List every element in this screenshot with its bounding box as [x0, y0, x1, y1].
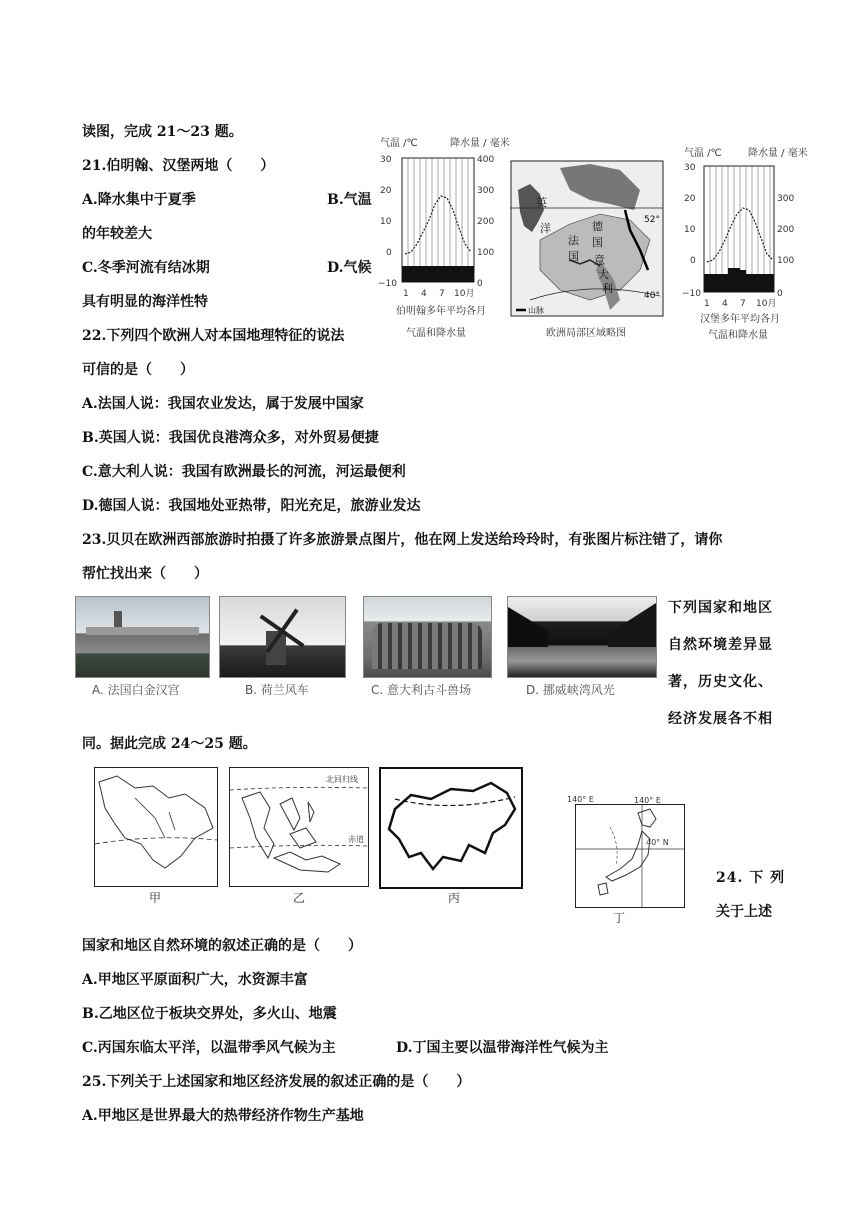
- intro-21-23: 读图，完成 21～23 题。: [82, 124, 243, 140]
- month-tick: 10月: [756, 299, 777, 309]
- chart-caption: 伯明翰多年平均各月: [396, 306, 486, 317]
- q21-option-d-part2: 具有明显的海洋性特: [82, 294, 208, 310]
- month-tick: 1: [704, 299, 710, 309]
- temp-tick: −10: [378, 279, 397, 289]
- photo-norway-fjord: [507, 596, 657, 678]
- temp-tick: −10: [682, 289, 701, 299]
- temp-tick: 10: [380, 217, 392, 227]
- map-jia: [94, 767, 218, 887]
- precip-tick: 400: [477, 155, 495, 165]
- q23-stem-part2: 帮忙找出来（ ）: [82, 566, 208, 582]
- latitude-label: 52°: [644, 215, 660, 225]
- precip-tick: 100: [477, 248, 495, 258]
- tropic-label: 北回归线: [326, 775, 358, 784]
- chart-caption: 气温和降水量: [708, 330, 768, 341]
- photo-caption-c: C. 意大利古斗兽场: [371, 683, 472, 697]
- q22-option-c: C.意大利人说：我国有欧洲最长的河流，河运最便利: [82, 464, 406, 480]
- q25-option-a: A.甲地区是世界最大的热带经济作物生产基地: [82, 1108, 364, 1124]
- precip-tick: 200: [777, 225, 795, 235]
- chart-caption: 汉堡多年平均各月: [700, 314, 780, 325]
- temp-axis-label: 气温 /℃: [380, 138, 418, 149]
- q21-option-d-part1: D.气候: [327, 260, 372, 276]
- map-ding: [575, 796, 685, 908]
- map-yi: [229, 767, 369, 887]
- q21-option-b-part2: 的年较差大: [82, 226, 152, 242]
- precip-bars: [402, 266, 474, 282]
- temp-tick: 20: [380, 186, 392, 196]
- photo-caption-a: A. 法国白金汉宫: [92, 683, 180, 697]
- month-tick: 1: [403, 289, 409, 299]
- q25-stem: 25.下列关于上述国家和地区经济发展的叙述正确的是（ ）: [82, 1074, 471, 1090]
- equator-label: 赤道: [348, 835, 364, 844]
- month-tick: 7: [740, 299, 746, 309]
- temp-tick: 0: [386, 248, 392, 258]
- map-caption: 欧洲局部区域略图: [546, 328, 626, 339]
- photo-caption-d: D. 挪威峡湾风光: [526, 683, 615, 697]
- temp-tick: 10: [684, 225, 696, 235]
- q24-stem-side2: 关于上述: [716, 904, 772, 920]
- map-label-france: 法: [568, 234, 579, 247]
- q21-option-b-part1: B.气温: [327, 192, 372, 208]
- temp-axis-label: 气温 /℃: [684, 148, 722, 159]
- q22-stem-part1: 22.下列四个欧洲人对本国地理特征的说法: [82, 328, 345, 344]
- precip-tick: 0: [777, 289, 783, 299]
- q22-stem-part2: 可信的是（ ）: [82, 362, 194, 378]
- month-tick: 10月: [454, 289, 475, 299]
- intro-line: 著，历史文化、: [668, 674, 773, 690]
- intro-24-25-side: [668, 590, 788, 738]
- temp-tick: 30: [684, 163, 696, 173]
- precip-axis-label: 降水量 / 毫米: [748, 148, 808, 159]
- precip-tick: 300: [777, 194, 795, 204]
- q24-option-c: C.丙国东临太平洋，以温带季风气候为主: [82, 1040, 336, 1056]
- photo-colosseum: [363, 596, 492, 678]
- month-tick: 4: [421, 289, 427, 299]
- longitude-label-top: 140° E: [567, 795, 594, 804]
- precip-tick: 300: [477, 186, 495, 196]
- map-label-italy: 意: [594, 254, 605, 267]
- q21-stem: 21.伯明翰、汉堡两地（ ）: [82, 158, 275, 174]
- map-bing: [379, 767, 523, 889]
- q24-stem-side1: 24. 下 列: [716, 870, 786, 886]
- photo-buckingham-palace: [75, 596, 210, 678]
- map-label-germany: 国: [592, 236, 603, 249]
- map-legend: 山脉: [528, 306, 544, 315]
- map-label-jia: 甲: [149, 891, 162, 905]
- q24-option-d: D.丁国主要以温带海洋性气候为主: [396, 1040, 609, 1056]
- month-tick: 7: [439, 289, 445, 299]
- map-label-yi: 乙: [293, 891, 306, 905]
- q22-option-a: A.法国人说：我国农业发达，属于发展中国家: [82, 396, 364, 412]
- latitude-label: 40° N: [646, 838, 669, 847]
- intro-24-25-tail: 同。据此完成 24～25 题。: [82, 736, 257, 752]
- intro-line: 下列国家和地区: [668, 600, 773, 616]
- map-label-bing: 丙: [448, 891, 461, 905]
- q21-option-a: A.降水集中于夏季: [82, 192, 196, 208]
- intro-line: 经济发展各不相: [668, 711, 773, 727]
- map-label-france: 国: [568, 250, 579, 263]
- map-label-italy: 大: [598, 268, 609, 281]
- intro-line: 自然环境差异显: [668, 637, 773, 653]
- longitude-label: 140° E: [634, 796, 661, 805]
- precip-tick: 200: [477, 217, 495, 227]
- temp-tick: 0: [690, 256, 696, 266]
- q22-option-b: B.英国人说：我国优良港湾众多，对外贸易便捷: [82, 430, 379, 446]
- precip-bars: [704, 268, 774, 292]
- q23-stem-part1: 23.贝贝在欧洲西部旅游时拍摄了许多旅游景点图片，他在网上发送给玲玲时，有张图片标注错了，请你: [82, 532, 723, 548]
- q24-option-a: A.甲地区平原面积广大，水资源丰富: [82, 972, 308, 988]
- birmingham-climate-chart: [378, 136, 510, 346]
- map-label-ding: 丁: [613, 911, 626, 925]
- precip-tick: 0: [477, 279, 483, 289]
- chart-caption: 气温和降水量: [406, 328, 466, 339]
- hamburg-climate-chart: [682, 146, 808, 346]
- q22-option-d: D.德国人说：我国地处亚热带，阳光充足，旅游业发达: [82, 498, 421, 514]
- photo-caption-b: B. 荷兰风车: [245, 683, 309, 697]
- precip-tick: 100: [777, 256, 795, 266]
- temp-tick: 30: [380, 155, 392, 165]
- latitude-label: 40°: [644, 291, 660, 301]
- map-label-sea: 洋: [540, 222, 551, 235]
- map-label-uk: 英: [536, 196, 547, 209]
- photo-windmill: [219, 596, 346, 678]
- map-label-italy: 利: [602, 282, 613, 295]
- q21-option-c: C.冬季河流有结冰期: [82, 260, 210, 276]
- temp-tick: 20: [684, 194, 696, 204]
- month-tick: 4: [722, 299, 728, 309]
- precip-axis-label: 降水量 / 毫米: [450, 138, 510, 149]
- map-label-germany: 德: [592, 220, 603, 233]
- q24-option-b: B.乙地区位于板块交界处，多火山、地震: [82, 1006, 337, 1022]
- q24-stem-part2: 国家和地区自然环境的叙述正确的是（ ）: [82, 938, 362, 954]
- europe-map: [510, 160, 670, 346]
